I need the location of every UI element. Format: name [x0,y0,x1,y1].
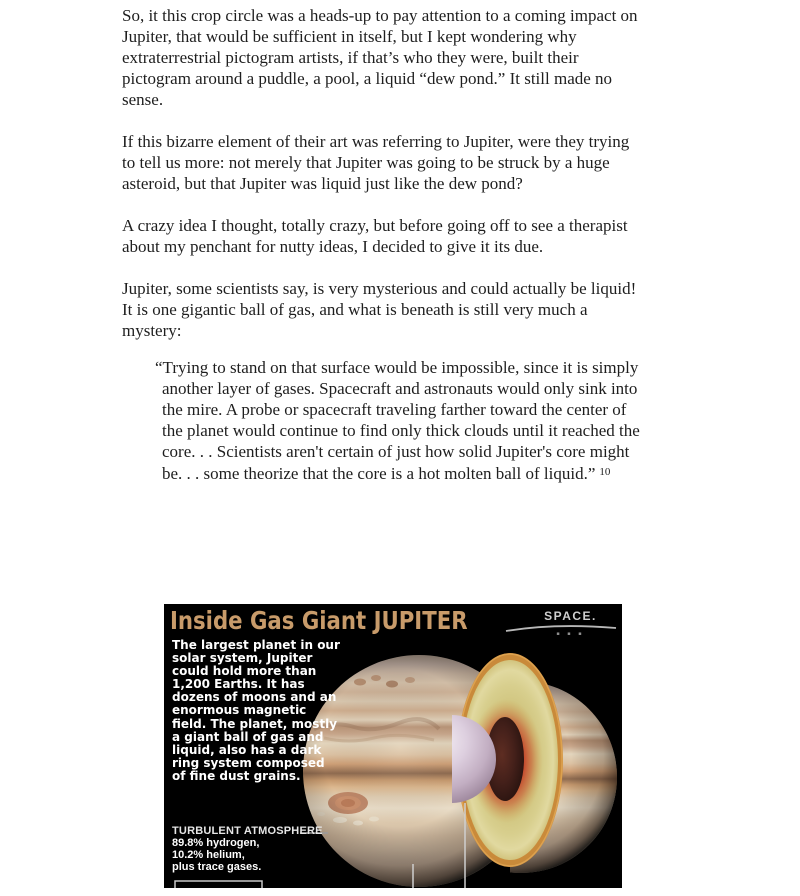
jupiter-infographic [164,604,622,888]
paragraph: So, it this crop circle was a heads-up to pay attention to a coming impact on Jupiter, that would be sufficient in itself, but I kept wondering why extraterrestrial pictogram artists, if that’s who they were, built their pictogram around a puddle, a pool, a liquid “dew pond.” It still made no sense. [122,6,638,109]
paragraph: If this bizarre element of their art was referring to Jupiter, were they trying to tell us more: not merely that Jupiter was going to be struck by a huge asteroid, but that Jupiter was liquid just like the dew pond? [122,132,630,193]
spacecom-logo-text: SPACE. [544,609,597,623]
infographic-description: The largest planet in our solar system, Jupiter could hold more than 1,200 Earths. It has dozens of moons and an enormous magnetic field. The planet, mostly a giant ball of gas and liquid, also has a dark ring system composed of fine dust grains. [172,638,340,783]
atmosphere-label: TURBULENT ATMOSPHERE [172,825,323,837]
paragraph: A crazy idea I thought, totally crazy, but before going off to see a therapist about my penchant for nutty ideas, I decided to give it its due. [122,216,628,256]
paragraph: Jupiter, some scientists say, is very mysterious and could actually be liquid! It is one gigantic ball of gas, and what is beneath is still very much a mystery: [122,279,637,340]
footnote-marker: 10 [599,466,611,478]
atmosphere-line: 89.8% hydrogen, [172,837,260,849]
atmosphere-line: 10.2% helium, [172,849,245,861]
legend-box [175,881,262,888]
block-quote [155,357,640,484]
document-text [122,5,646,484]
spacecom-logo [505,609,618,641]
spacecom-dots-icon: ▪ ▪ ▪ [556,631,585,637]
atmosphere-composition [172,837,261,873]
infographic-title: Inside Gas Giant JUPITER [170,606,468,635]
atmosphere-line: plus trace gases. [172,861,262,873]
quote-text: “Trying to stand on that surface would be impossible, since it is simply another layer of gases. Spacecraft and astronauts would only sink into the mire. A probe or spacecraft traveling farther toward the center of the planet would continue to find only thick clouds until it reached the core. . . Scientists aren't certain of just how solid Jupiter's core might be. . . some theorize that the core is a hot molten ball of liquid.” [155,358,640,483]
